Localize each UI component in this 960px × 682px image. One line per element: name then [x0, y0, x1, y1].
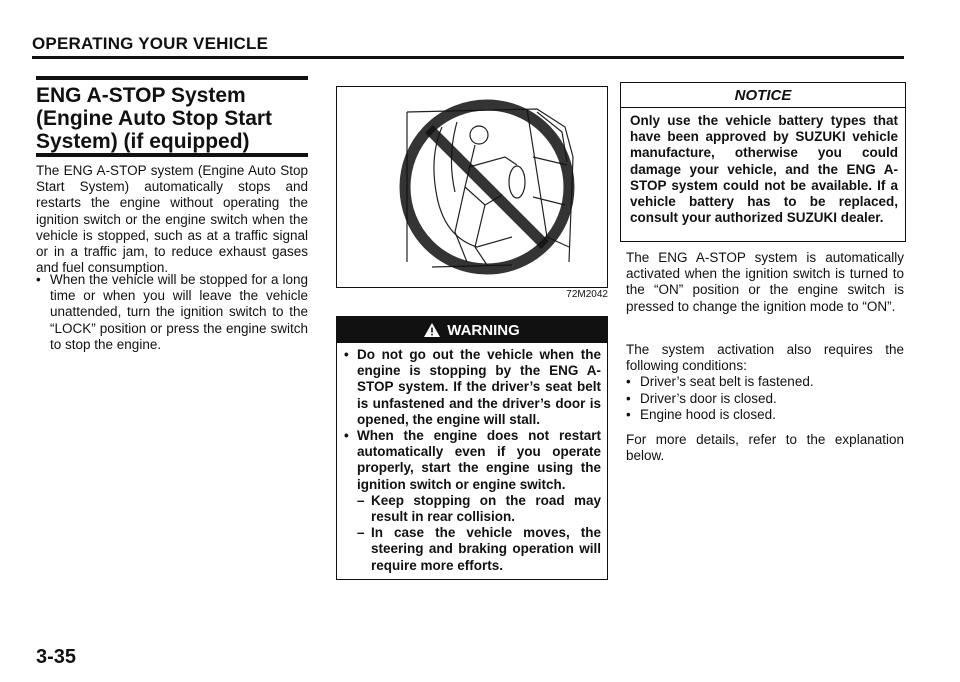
condition-item: • Driver’s seat belt is fastened. [626, 374, 904, 390]
condition-item: • Driver’s door is closed. [626, 391, 904, 407]
section-title: ENG A-STOP System (Engine Auto Stop Start System) (if equipped) [36, 84, 273, 153]
conditions-list [626, 374, 904, 423]
warning-header [337, 317, 607, 343]
warning-item: • When the engine does not restart automatically even if you operate properly, start the engine using the ignition switch or engine switch. – Keep stopping on the road may result in rear collision. – In case the vehicle moves, the steering and braking operation will require more efforts. [343, 428, 601, 574]
warning-subitem: – Keep stopping on the road may result in rear collision. [357, 493, 601, 525]
page-header-title: OPERATING YOUR VEHICLE [32, 34, 269, 53]
figure-frame [336, 86, 608, 288]
activation-paragraph: The ENG A-STOP system is automatically activated when the ignition switch is turned to the “ON” position or the engine switch is pressed to change the ignition mode to “ON”. [626, 250, 904, 314]
header-rule [32, 56, 904, 59]
warning-triangle-icon [424, 323, 440, 337]
notice-box [620, 82, 906, 242]
page-number: 3-35 [36, 646, 77, 668]
warning-title: WARNING [447, 321, 520, 339]
notice-title: NOTICE [621, 83, 905, 108]
caution-item: • When the vehicle will be stopped for a long time or when you will leave the vehicle unattended, turn the ignition switch to the “LOCK” position or press the engine switch to stop the engine. [36, 272, 308, 353]
caution-list [36, 272, 308, 353]
intro-paragraph: The ENG A-STOP system (Engine Auto Stop Start System) automatically stops and restarts the engine without operating the ignition switch or the engine switch when the vehicle is stopped, such as at a traffic signal or in a traffic jam, to reduce exhaust gases and fuel consumption. [36, 163, 308, 276]
condition-item: • Engine hood is closed. [626, 407, 904, 423]
section-top-rule [36, 76, 308, 80]
section-bottom-rule [36, 153, 308, 157]
warning-item: • Do not go out the vehicle when the engine is stopping by the ENG A-STOP system. If the driver’s seat belt is unfastened and the driver’s door is opened, the engine will stall. [343, 347, 601, 428]
conditions-intro: The system activation also requires the following conditions: [626, 342, 904, 374]
details-paragraph: For more details, refer to the explanation below. [626, 432, 904, 464]
warning-sublist [357, 493, 601, 574]
figure-code: 72M2042 [566, 289, 608, 300]
warning-box [336, 316, 608, 580]
prohibited-leaving-vehicle-illustration [337, 87, 606, 286]
conditions-block [626, 342, 904, 423]
notice-text: Only use the vehicle battery types that have been approved by SUZUKI vehicle manufacture, otherwise you could damage your vehicle, and the ENG A-STOP system could not be available. If a vehicle battery has to be replaced, consult your authorized SUZUKI dealer. [630, 113, 898, 226]
warning-subitem: – In case the vehicle moves, the steering and braking operation will require more efforts. [357, 525, 601, 574]
warning-list [343, 347, 601, 574]
